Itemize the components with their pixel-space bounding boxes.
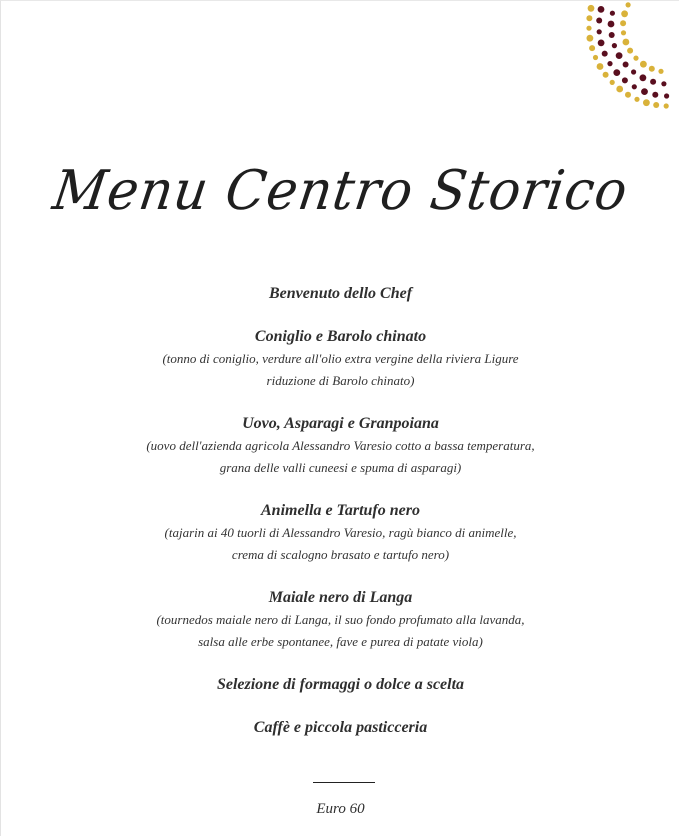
ornament-dot	[589, 45, 595, 51]
divider-line	[313, 782, 375, 783]
ornament-dot	[598, 40, 605, 47]
ornament-dot	[661, 81, 666, 86]
ornament-dot	[626, 2, 631, 7]
ornament-dot	[643, 99, 650, 106]
ornament-dot	[623, 39, 630, 46]
dotted-arc-ornament	[549, 1, 679, 141]
course-item	[1, 326, 679, 392]
ornament-dot	[616, 52, 623, 59]
ornament-dot	[596, 18, 602, 24]
ornament-dot	[641, 88, 648, 95]
ornament-dot	[640, 74, 647, 81]
ornament-dot	[610, 11, 615, 16]
course-name: Animella e Tartufo nero	[261, 502, 420, 519]
ornament-dot	[621, 10, 628, 17]
ornament-dot	[650, 79, 656, 85]
course-item	[1, 283, 679, 305]
ornament-dot	[613, 69, 620, 76]
ornament-dot	[632, 84, 637, 89]
ornament-dot	[623, 62, 629, 68]
course-description-line: crema di scalogno brasato e tartufo nero)	[231, 547, 450, 562]
course-item	[1, 413, 679, 479]
ornament-dot	[609, 32, 615, 38]
course-description-line: riduzione di Barolo chinato)	[266, 373, 415, 388]
course-description-line: grana delle valli cuneesi e spuma di asparagi)	[219, 460, 462, 475]
course-name: Coniglio e Barolo chinato	[254, 328, 427, 345]
course-item	[1, 500, 679, 566]
ornament-dot	[587, 35, 594, 42]
course-name: Benvenuto dello Chef	[268, 285, 413, 302]
ornament-dot	[586, 26, 591, 31]
ornament-dot	[625, 92, 631, 98]
ornament-dot	[664, 103, 669, 108]
ornament-dot	[603, 72, 609, 78]
course-description-line: (tonno di coniglio, verdure all'olio extra vergine della riviera Ligure	[162, 351, 519, 366]
ornament-dot	[608, 21, 615, 28]
course-item	[1, 587, 679, 653]
ornament-dot	[612, 43, 617, 48]
course-item	[1, 717, 679, 739]
course-name: Caffè e piccola pasticceria	[253, 719, 428, 736]
course-name: Maiale nero di Langa	[268, 589, 413, 606]
course-description-line: (tajarin ai 40 tuorli di Alessandro Varesio, ragù bianco di animelle,	[164, 525, 517, 540]
ornament-dot	[653, 102, 659, 108]
ornament-dot	[649, 66, 655, 72]
ornament-dot	[586, 15, 592, 21]
menu-title: Menu Centro Storico	[49, 159, 632, 223]
course-name: Uovo, Asparagi e Granpoiana	[242, 415, 439, 432]
menu-price: Euro 60	[316, 801, 365, 817]
ornament-dot	[631, 69, 636, 74]
ornament-dot	[620, 20, 626, 26]
course-list	[1, 283, 679, 760]
ornament-dot	[634, 97, 639, 102]
ornament-dot	[607, 61, 612, 66]
ornament-dot	[610, 80, 615, 85]
ornament-dot	[597, 29, 602, 34]
course-description-line: (tournedos maiale nero di Langa, il suo fondo profumato alla lavanda,	[156, 612, 525, 627]
ornament-dot	[598, 6, 605, 13]
ornament-dot	[621, 30, 626, 35]
course-description-line: salsa alle erbe spontanee, fave e purea di patate viola)	[198, 634, 483, 649]
ornament-dot	[602, 51, 608, 57]
course-name: Selezione di formaggi o dolce a scelta	[216, 676, 465, 693]
ornament-dot	[593, 55, 598, 60]
ornament-dot	[658, 69, 663, 74]
ornament-dot	[633, 56, 638, 61]
ornament-dot	[588, 5, 595, 12]
course-description-line: (uovo dell'azienda agricola Alessandro Varesio cotto a bassa temperatura,	[146, 438, 535, 453]
ornament-dot	[616, 86, 623, 93]
course-item	[1, 674, 679, 696]
ornament-dot	[640, 61, 647, 68]
ornament-dot	[622, 77, 628, 83]
ornament-dot	[664, 93, 669, 98]
ornament-dot	[627, 48, 633, 54]
ornament-dot	[652, 92, 658, 98]
ornament-dot	[597, 63, 604, 70]
